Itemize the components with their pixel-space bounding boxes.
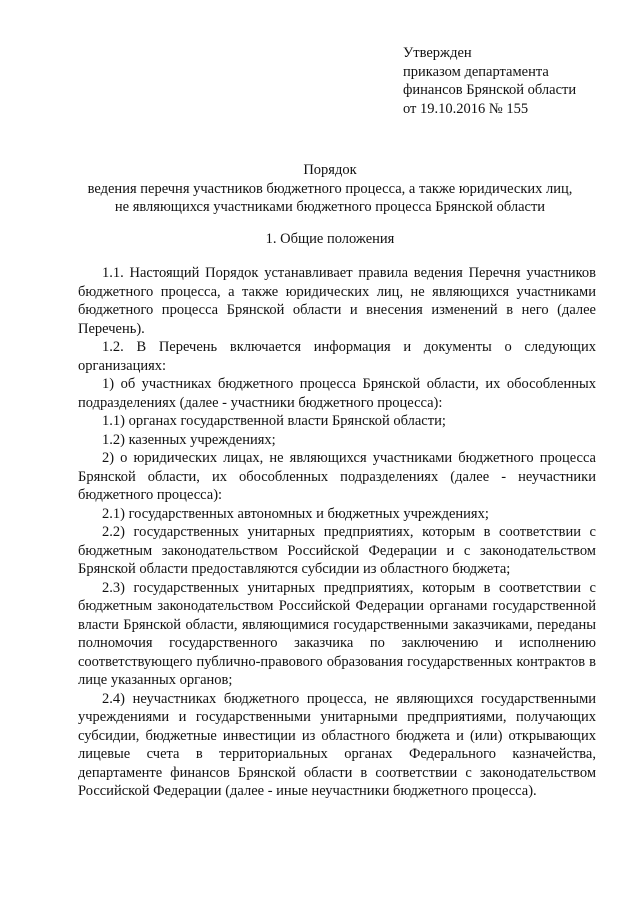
paragraph: 1.1) органах государственной власти Брянской области; (102, 413, 446, 429)
document-title (60, 161, 600, 217)
title-line: ведения перечня участников бюджетного процесса, а также юридических лиц, (87, 180, 573, 197)
title-line: не являющихся участниками бюджетного процесса Брянской области (114, 199, 546, 215)
approval-block (403, 44, 576, 118)
paragraph: 1.1. Настоящий Порядок устанавливает правила ведения Перечня участников бюджетного процесса, а также юридических лиц, не являющихся участниками бюджетного процесса Брянской области и внесения изменений в него (далее Перечень). (78, 265, 596, 337)
paragraph: 1.2. В Перечень включается информация и документы о следующих организациях: (78, 339, 596, 374)
approval-date-line: от 19.10.2016 № 155 (403, 100, 529, 117)
paragraph: 1.2) казенных учреждениях; (102, 431, 276, 448)
approval-line: приказом департамента (403, 63, 549, 80)
paragraph: 2.2) государственных унитарных предприятиях, которым в соответствии с бюджетным законодательством Российской Федерации и с законодательством Брянской области предоставляются субсидии из областного бюджета; (78, 524, 596, 577)
paragraph: 2.4) неучастниках бюджетного процесса, не являющихся государственными учреждениями и государственными унитарными предприятиями, получающих субсидии, бюджетные инвестиции из областного бюджета и (или) открывающих лицевые счета в территориальных органах Федерального казначейства, департаменте финансов Брянской области в соответствии с законодательством Российской Федерации (далее - иные неучастники бюджетного процесса). (78, 690, 596, 799)
paragraph: 2) о юридических лицах, не являющихся участниками бюджетного процесса Брянской области, их обособленных подразделениях (далее - неучастники бюджетного процесса): (78, 450, 596, 503)
paragraph: 2.1) государственных автономных и бюджетных учреждениях; (102, 505, 489, 522)
section-heading: 1. Общие положения (265, 231, 395, 247)
document-body (78, 264, 596, 801)
title-line: Порядок (303, 162, 357, 178)
paragraph: 2.3) государственных унитарных предприятиях, которым в соответствии с бюджетным законодательством Российской Федерации органами государственной власти Брянской области, являющимися государственными заказчиками, переданы полномочия государственного заказчика по заключению и исполнению соответствующего публично-правового образования государственных контрактов в лице указанных органов; (78, 579, 596, 688)
approval-line: Утвержден (403, 45, 472, 61)
paragraph: 1) об участниках бюджетного процесса Брянской области, их обособленных подразделениях (далее - участники бюджетного процесса): (78, 376, 596, 411)
approval-line: финансов Брянской области (403, 82, 577, 98)
